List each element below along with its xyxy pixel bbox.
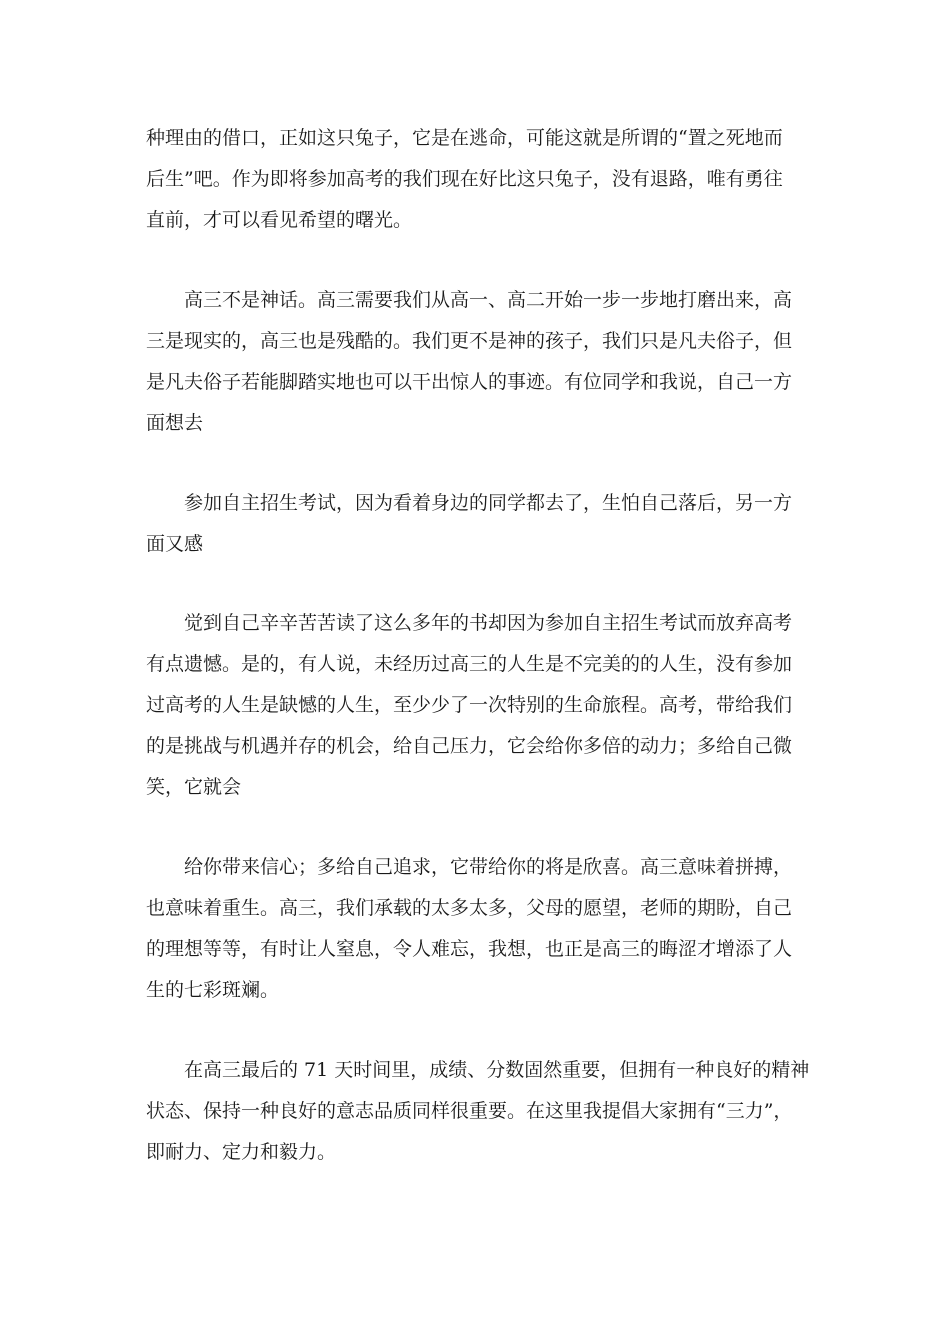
paragraph-3 bbox=[146, 483, 816, 565]
text-line: 生的七彩斑斓。 bbox=[146, 979, 280, 1001]
text-line: 的是挑战与机遇并存的机会，给自己压力，它会给你多倍的动力；多给自己微 bbox=[146, 735, 793, 757]
text-line: 即耐力、定力和毅力。 bbox=[146, 1141, 337, 1163]
text-line: 过高考的人生是缺憾的人生，至少少了一次特别的生命旅程。高考，带给我们 bbox=[146, 694, 793, 716]
paragraph-6 bbox=[146, 1050, 816, 1173]
text-line: 也意味着重生。高三，我们承载的太多太多，父母的愿望，老师的期盼，自己 bbox=[146, 897, 793, 919]
text-line: 参加自主招生考试，因为看着身边的同学都去了，生怕自己落后，另一方 bbox=[184, 492, 793, 514]
text-line: 在高三最后的 71 天时间里，成绩、分数固然重要，但拥有一种良好的精神 bbox=[184, 1059, 810, 1081]
text-line: 直前，才可以看见希望的曙光。 bbox=[146, 209, 413, 231]
text-line: 后生”吧。作为即将参加高考的我们现在好比这只兔子，没有退路，唯有勇往 bbox=[146, 168, 783, 190]
text-line: 状态、保持一种良好的意志品质同样很重要。在这里我提倡大家拥有“三力”， bbox=[146, 1100, 793, 1122]
paragraph-1 bbox=[146, 118, 816, 241]
text-line: 是凡夫俗子若能脚踏实地也可以干出惊人的事迹。有位同学和我说，自己一方 bbox=[146, 371, 793, 393]
text-line: 有点遗憾。是的，有人说，未经历过高三的人生是不完美的的人生，没有参加 bbox=[146, 653, 793, 675]
text-line: 种理由的借口，正如这只兔子，它是在逃命，可能这就是所谓的“置之死地而 bbox=[146, 127, 783, 149]
paragraph-2 bbox=[146, 280, 816, 444]
text-line: 笑，它就会 bbox=[146, 776, 242, 798]
text-line: 面想去 bbox=[146, 412, 204, 434]
text-line: 三是现实的，高三也是残酷的。我们更不是神的孩子，我们只是凡夫俗子，但 bbox=[146, 330, 793, 352]
text-line: 给你带来信心；多给自己追求，它带给你的将是欣喜。高三意味着拼搏， bbox=[184, 856, 793, 878]
paragraph-5 bbox=[146, 847, 816, 1011]
text-line: 的理想等等，有时让人窒息，令人难忘，我想，也正是高三的晦涩才增添了人 bbox=[146, 938, 793, 960]
text-line: 觉到自己辛辛苦苦读了这么多年的书却因为参加自主招生考试而放弃高考 bbox=[184, 612, 793, 634]
text-line: 面又感 bbox=[146, 533, 204, 555]
paragraph-4 bbox=[146, 603, 816, 808]
text-line: 高三不是神话。高三需要我们从高一、高二开始一步一步地打磨出来，高 bbox=[184, 289, 793, 311]
